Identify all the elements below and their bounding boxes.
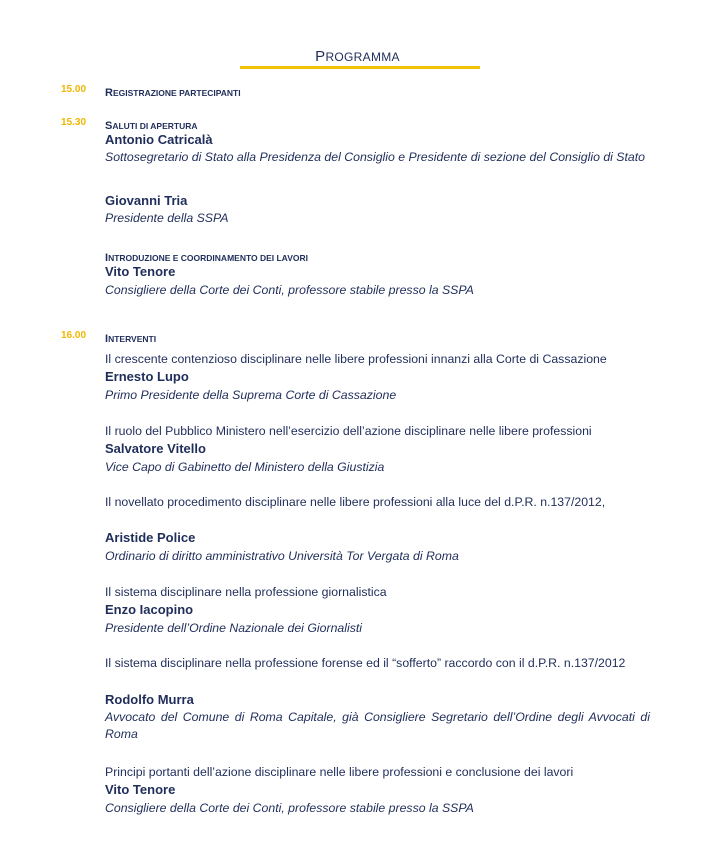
heading-rest: ALUTI DI APERTURA: [112, 121, 198, 131]
section-heading: [105, 329, 156, 347]
speaker-role: Avvocato del Comune di Roma Capitale, già Consigliere Segretario dell’Ordine degli Avvocati di Roma: [105, 710, 650, 741]
speaker-role: Sottosegretario di Stato alla Presidenza del Consiglio e Presidente di sezione del Consiglio di Stato: [105, 150, 646, 164]
talk-topic: Il sistema disciplinare nella professione giornalistica: [105, 585, 387, 599]
speaker-role: Primo Presidente della Suprema Corte di Cassazione: [105, 388, 397, 402]
time-label: 16.00: [61, 330, 87, 341]
heading-rest: NTERVENTI: [108, 334, 157, 344]
title-underline: [240, 66, 480, 69]
time-label: 15.00: [61, 84, 87, 95]
heading-initial: I: [105, 252, 109, 264]
speaker-role: Consigliere della Corte dei Conti, professore stabile presso la SSPA: [105, 801, 474, 815]
heading-rest: NTRODUZIONE E COORDINAMENTO DEI LAVORI: [108, 253, 308, 263]
speaker-name: Antonio Catricalà: [105, 132, 213, 147]
talk-topic: Il ruolo del Pubblico Ministero nell’esercizio dell’azione disciplinare nelle libere professioni: [105, 424, 592, 438]
speaker-role: Consigliere della Corte dei Conti, professore stabile presso la SSPA: [105, 283, 474, 297]
speaker-name: Vito Tenore: [105, 782, 176, 797]
speaker-name: Enzo Iacopino: [105, 602, 194, 617]
speaker-name: Rodolfo Murra: [105, 692, 194, 707]
heading-initial: I: [105, 333, 109, 345]
speaker-role: Presidente della SSPA: [105, 211, 229, 225]
speaker-name: Vito Tenore: [105, 264, 176, 279]
talk-topic: Il sistema disciplinare nella professione forense ed il “sofferto” raccordo con il d.P.R. n.137/2012: [105, 656, 626, 670]
talk-topic: Principi portanti dell’azione disciplinare nelle libere professioni e conclusione dei lavori: [105, 765, 574, 779]
time-label: 15.30: [61, 117, 87, 128]
speaker-role: Vice Capo di Gabinetto del Ministero della Giustizia: [105, 460, 385, 474]
title-initial: P: [315, 48, 326, 65]
speaker-name: Salvatore Vitello: [105, 441, 206, 456]
section-heading: [105, 83, 241, 101]
speaker-name: Ernesto Lupo: [105, 369, 189, 384]
heading-initial: S: [105, 120, 113, 132]
talk-topic: Il novellato procedimento disciplinare nelle libere professioni alla luce del d.P.R. n.137/2012,: [105, 495, 606, 509]
speaker-name: Aristide Police: [105, 530, 196, 545]
title-rest: ROGRAMMA: [325, 50, 400, 64]
heading-initial: R: [105, 87, 113, 99]
speaker-role: Ordinario di diritto amministrativo Università Tor Vergata di Roma: [105, 549, 459, 563]
speaker-role: Presidente dell’Ordine Nazionale dei Giornalisti: [105, 621, 363, 635]
page-title: [0, 48, 715, 65]
talk-topic: Il crescente contenzioso disciplinare nelle libere professioni innanzi alla Corte di Cassazione: [105, 352, 607, 366]
speaker-name: Giovanni Tria: [105, 193, 188, 208]
heading-rest: EGISTRAZIONE PARTECIPANTI: [112, 88, 241, 98]
